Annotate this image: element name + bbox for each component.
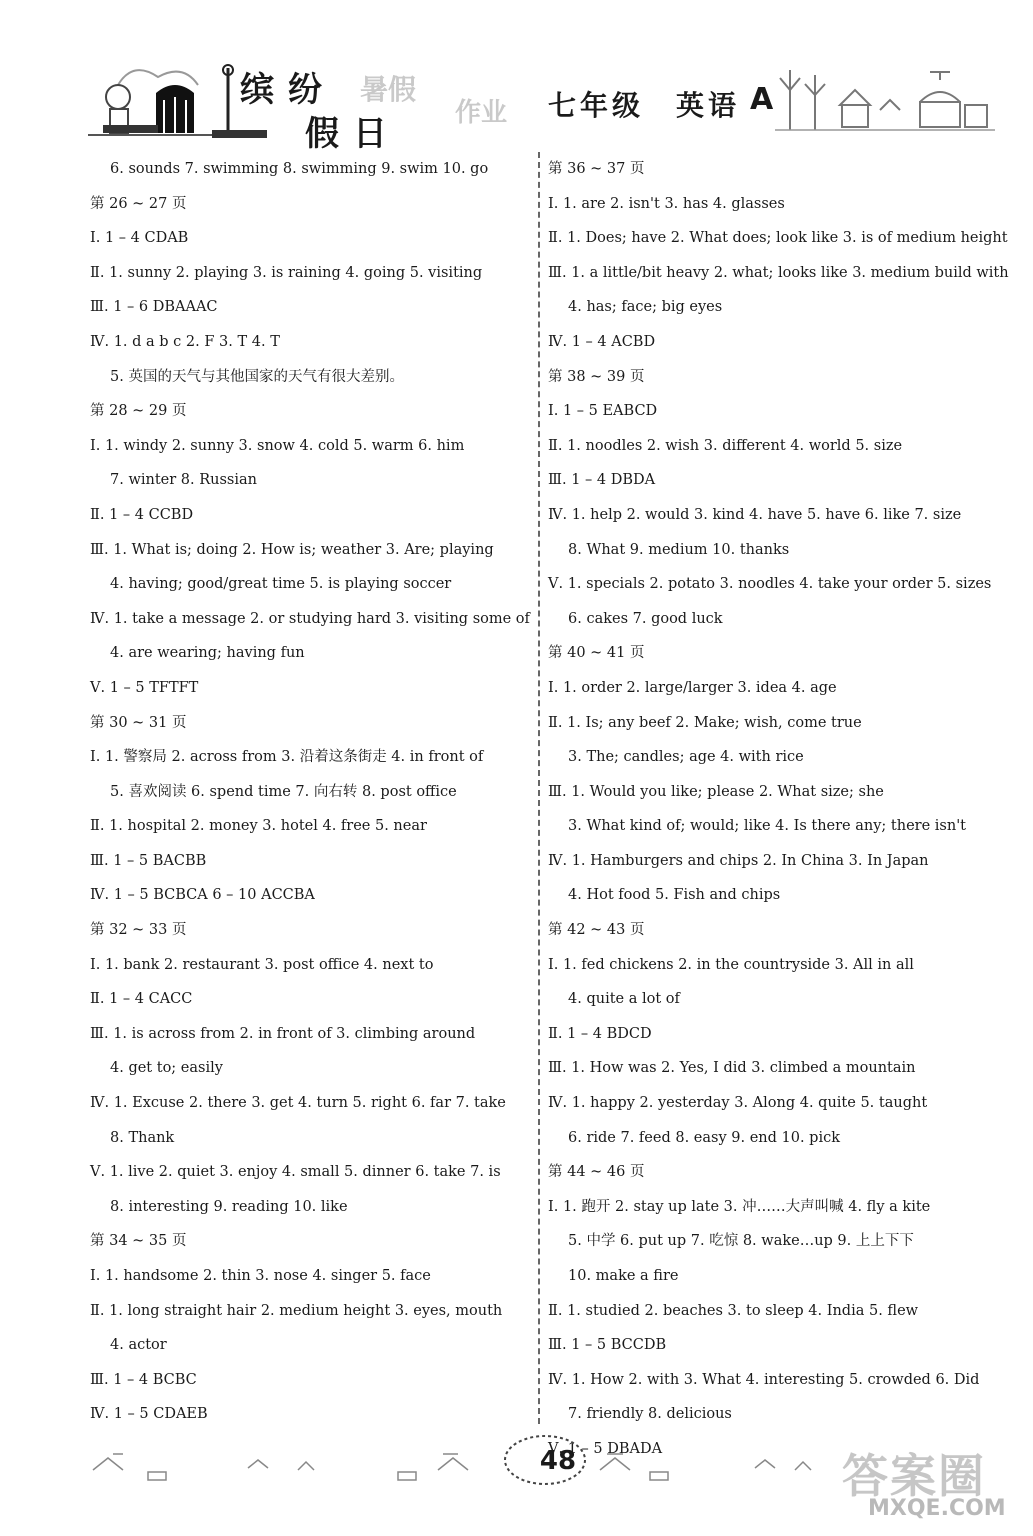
footer-decoration-right-icon <box>595 1440 835 1485</box>
answer-line: Ⅱ. 1. noodles 2. wish 3. different 4. world 5. size <box>548 437 903 454</box>
answer-line: 5. 英国的天气与其他国家的天气有很大差别。 <box>110 368 404 385</box>
answer-line: Ⅳ. 1. How 2. with 3. What 4. interesting 5. crowded 6. Did <box>548 1371 980 1388</box>
answer-line: 6. ride 7. feed 8. easy 9. end 10. pick <box>568 1129 841 1146</box>
answer-line: Ⅴ. 1. specials 2. potato 3. noodles 4. take your order 5. sizes <box>548 576 992 593</box>
answer-line: 8. What 9. medium 10. thanks <box>568 541 790 558</box>
answer-line: 4. quite a lot of <box>568 991 680 1008</box>
answer-line: 4. get to; easily <box>110 1060 223 1077</box>
answer-line: Ⅰ. 1. order 2. large/larger 3. idea 4. age <box>548 679 837 696</box>
answer-line: Ⅲ. 1 – 4 DBDA <box>548 472 656 489</box>
answer-line: 4. are wearing; having fun <box>110 645 305 662</box>
answer-line: Ⅲ. 1 – 6 DBAAAC <box>90 299 218 316</box>
answer-line: 第 44 ~ 46 页 <box>548 1164 645 1181</box>
answer-line: Ⅰ. 1. handsome 2. thin 3. nose 4. singer 5. face <box>90 1268 431 1284</box>
answer-column-left <box>90 152 530 1432</box>
answer-line: Ⅴ. 1 – 5 TFTFT <box>90 679 199 696</box>
faded-title-word2: 作业 <box>455 98 508 128</box>
answer-line: 3. What kind of; would; like 4. Is there any; there isn't <box>568 818 967 835</box>
answer-line: Ⅱ. 1 – 4 CCBD <box>90 506 194 523</box>
watermark-logo-text: 答案圈 <box>842 1449 986 1503</box>
answer-line: Ⅲ. 1. is across from 2. in front of 3. climbing around <box>90 1025 476 1042</box>
answer-line: Ⅲ. 1. Would you like; please 2. What size; she <box>548 783 884 800</box>
answer-line: Ⅰ. 1 – 4 CDAB <box>90 230 189 247</box>
subject-label: 英语 <box>676 89 741 122</box>
answer-line: Ⅳ. 1. take a message 2. or studying hard 3. visiting some of <box>90 610 530 627</box>
answer-line: 3. The; candles; age 4. with rice <box>568 749 804 766</box>
version-label: A <box>750 82 774 117</box>
column-divider <box>538 152 540 1424</box>
answer-line: Ⅰ. 1. 跑开 2. stay up late 3. 冲……大声叫喊 4. fly a kite <box>548 1198 931 1215</box>
answer-line: Ⅳ. 1 – 4 ACBD <box>548 333 656 350</box>
answer-line: Ⅲ. 1 – 4 BCBC <box>90 1371 197 1388</box>
answer-line: 第 38 ~ 39 页 <box>548 368 645 385</box>
footer-decoration-left-icon <box>88 1440 508 1485</box>
answer-line: Ⅰ. 1. bank 2. restaurant 3. post office 4. next to <box>90 956 434 973</box>
answer-line: 第 30 ~ 31 页 <box>90 714 187 731</box>
page-number: 48 <box>539 1446 577 1476</box>
answer-line: Ⅳ. 1. happy 2. yesterday 3. Along 4. quite 5. taught <box>548 1095 928 1112</box>
answer-line: 5. 喜欢阅读 6. spend time 7. 向右转 8. post office <box>110 783 457 800</box>
answer-line: 6. cakes 7. good luck <box>568 610 723 627</box>
answer-line: 4. Hot food 5. Fish and chips <box>568 887 781 904</box>
faded-title-word1: 暑假 <box>360 73 417 106</box>
answer-line: Ⅴ. 1. live 2. quiet 3. enjoy 4. small 5. dinner 6. take 7. is <box>90 1164 501 1181</box>
house-illustration-icon <box>88 55 228 140</box>
answer-line: Ⅰ. 1 – 5 EABCD <box>548 403 658 420</box>
answer-line: 5. 中学 6. put up 7. 吃惊 8. wake…up 9. 上上下下 <box>568 1233 914 1250</box>
answer-line: Ⅱ. 1. Is; any beef 2. Make; wish, come true <box>548 714 862 731</box>
answer-line: Ⅱ. 1 – 4 CACC <box>90 991 193 1008</box>
answer-line: Ⅳ. 1. help 2. would 3. kind 4. have 5. have 6. like 7. size <box>548 506 962 523</box>
answer-line: 4. having; good/great time 5. is playing soccer <box>110 576 452 593</box>
answer-line: Ⅱ. 1. long straight hair 2. medium height 3. eyes, mouth <box>90 1302 503 1319</box>
answer-line: 6. sounds 7. swimming 8. swimming 9. swim 10. go <box>110 161 489 177</box>
answer-line: Ⅰ. 1. windy 2. sunny 3. snow 4. cold 5. warm 6. him <box>90 437 465 454</box>
answer-line: 10. make a fire <box>568 1268 679 1284</box>
answer-line: Ⅴ. 1 – 5 DBADA <box>548 1440 663 1457</box>
answer-line: 7. friendly 8. delicious <box>568 1406 732 1423</box>
answer-line: 7. winter 8. Russian <box>110 472 257 489</box>
answer-line: Ⅰ. 1. 警察局 2. across from 3. 沿着这条街走 4. in front of <box>90 749 484 766</box>
answer-line: Ⅲ. 1. What is; doing 2. How is; weather 3. Are; playing <box>90 541 494 558</box>
answer-line: Ⅰ. 1. are 2. isn't 3. has 4. glasses <box>548 195 785 212</box>
answer-line: Ⅱ. 1. Does; have 2. What does; look like 3. is of medium height <box>548 230 1008 247</box>
grade-label: 七年级 <box>548 89 645 122</box>
answer-line: 8. Thank <box>110 1129 175 1146</box>
answer-line: Ⅲ. 1 – 5 BCCDB <box>548 1337 667 1354</box>
answer-line: Ⅲ. 1. a little/bit heavy 2. what; looks like 3. medium build with <box>548 264 1009 281</box>
answer-line: Ⅱ. 1. studied 2. beaches 3. to sleep 4. India 5. flew <box>548 1302 919 1319</box>
answer-line: Ⅳ. 1 – 5 BCBCA 6 – 10 ACCBA <box>90 887 315 904</box>
answer-line: Ⅳ. 1. Hamburgers and chips 2. In China 3. In Japan <box>548 852 929 869</box>
brand-title-line1: 缤纷 <box>240 70 336 110</box>
answer-line: Ⅳ. 1. Excuse 2. there 3. get 4. turn 5. right 6. far 7. take <box>90 1095 506 1112</box>
answer-column-right <box>548 152 1008 1467</box>
answer-line: Ⅲ. 1 – 5 BACBB <box>90 852 207 869</box>
answer-line: Ⅲ. 1. How was 2. Yes, I did 3. climbed a mountain <box>548 1060 916 1077</box>
answer-line: Ⅱ. 1. hospital 2. money 3. hotel 4. free 5. near <box>90 818 427 835</box>
answer-line: 8. interesting 9. reading 10. like <box>110 1198 348 1215</box>
answer-line: 第 32 ~ 33 页 <box>90 922 187 939</box>
answer-line: Ⅳ. 1 – 5 CDAEB <box>90 1406 208 1423</box>
page-header <box>0 0 1033 155</box>
answer-line: 4. has; face; big eyes <box>568 299 723 316</box>
answer-line: 第 42 ~ 43 页 <box>548 922 645 939</box>
answer-line: Ⅰ. 1. fed chickens 2. in the countryside 3. All in all <box>548 956 914 973</box>
answer-line: 第 26 ~ 27 页 <box>90 195 187 212</box>
answer-line: 第 36 ~ 37 页 <box>548 161 645 177</box>
answer-line: 第 40 ~ 41 页 <box>548 645 645 662</box>
watermark-url: MXQE.COM <box>868 1496 1006 1521</box>
answer-line: Ⅳ. 1. d a b c 2. F 3. T 4. T <box>90 333 280 350</box>
answer-line: Ⅱ. 1. sunny 2. playing 3. is raining 4. going 5. visiting <box>90 264 483 281</box>
answer-line: 第 28 ~ 29 页 <box>90 403 187 420</box>
trees-houses-illustration-icon <box>775 60 995 135</box>
answer-line: Ⅱ. 1 – 4 BDCD <box>548 1025 652 1042</box>
answer-line: 4. actor <box>110 1337 167 1354</box>
answer-line: 第 34 ~ 35 页 <box>90 1233 187 1250</box>
brand-title-line2: 假日 <box>305 114 401 154</box>
